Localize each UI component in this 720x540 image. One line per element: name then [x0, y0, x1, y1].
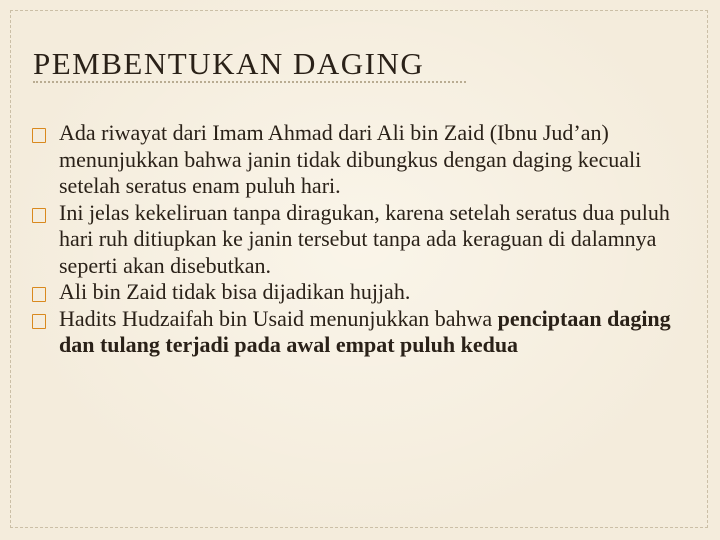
slide-title: PEMBENTUKAN DAGING — [33, 46, 425, 81]
bullet-item-2 — [32, 200, 702, 280]
title-underline — [33, 81, 466, 83]
square-bullet-icon — [32, 287, 46, 302]
bullet-list — [32, 120, 702, 359]
bullet-text-4-emphasis: penciptaan daging dan tulang terjadi pada awal empat puluh kedua — [59, 305, 671, 357]
square-bullet-icon — [32, 208, 46, 223]
bullet-text-3: Ali bin Zaid tidak bisa dijadikan hujjah. — [59, 279, 411, 304]
square-bullet-icon — [32, 128, 46, 143]
square-bullet-icon — [32, 314, 46, 329]
bullet-item-3 — [32, 279, 702, 306]
bullet-item-4 — [32, 306, 702, 359]
bullet-text-2: Ini jelas kekeliruan tanpa diragukan, karena setelah seratus dua puluh hari ruh ditiupkan ke janin tersebut tanpa ada keraguan di dalamnya seperti akan disebutkan. — [59, 199, 670, 278]
bullet-item-1 — [32, 120, 702, 200]
bullet-text-1: Ada riwayat dari Imam Ahmad dari Ali bin Zaid (Ibnu Jud’an) menunjukkan bahwa janin tidak dibungkus dengan daging kecuali setelah seratus enam puluh hari. — [59, 120, 642, 198]
bullet-text-4: Hadits Hudzaifah bin Usaid menunjukkan bahwa — [59, 305, 498, 331]
